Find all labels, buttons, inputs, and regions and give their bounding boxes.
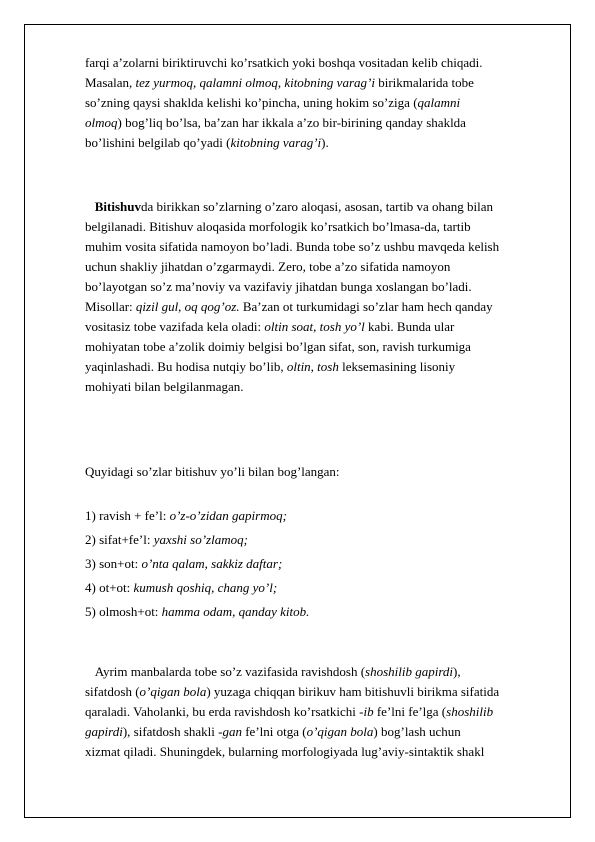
example-text: kumush qoshiq, chang yo’l; (133, 580, 278, 595)
text: ), sifatdosh shakli - (122, 724, 223, 739)
paragraph-1 (85, 53, 545, 153)
text: da birikkan so’zlarning o’zaro aloqasi, asosan, tartib va ohang bilan (141, 199, 493, 214)
text-line (85, 217, 545, 237)
text: Quyidagi so’zlar bitishuv yo’li bilan bog’langan: (85, 464, 340, 479)
list-item-label: 2) sifat+fe’l: (85, 532, 154, 547)
text: belgilanadi. Bitishuv aloqasida morfologik ko’rsatkich bo’lmasa-da, tartib (85, 219, 471, 234)
text-line (85, 93, 545, 113)
text: farqi a’zolarni biriktiruvchi ko’rsatkich yoki boshqa vositadan kelib chiqadi. (85, 55, 483, 70)
example-text: hamma odam, qanday kitob. (161, 604, 310, 619)
example-text: kitobning varag’i (230, 135, 322, 150)
text: fe’lni otga ( (241, 724, 307, 739)
text-line (85, 702, 545, 722)
text-line (85, 73, 545, 93)
text: ). (321, 135, 329, 150)
text: Misollar: (85, 299, 136, 314)
text: fe’lni fe’lga ( (373, 704, 447, 719)
text-line (85, 237, 545, 257)
text-line (85, 277, 545, 297)
text: ), (453, 664, 461, 679)
text: leksemasining lisoniy (338, 359, 456, 374)
text-line (85, 377, 545, 397)
example-text: olmoq (85, 115, 118, 130)
text-line (85, 297, 545, 317)
list-item (85, 602, 545, 622)
text: kabi. Bunda ular (364, 319, 455, 334)
example-text: qizil gul, oq qog’oz. (135, 299, 240, 314)
example-text: oltin, tosh (286, 359, 339, 374)
text-line (85, 682, 545, 702)
list-intro (85, 462, 545, 482)
text: bo’lishini belgilab qo’yadi ( (85, 135, 231, 150)
text: ) bog’liq bo’lsa, ba’zan har ikkala a’zo bir-birining qanday shaklda (117, 115, 466, 130)
list-item-label: 1) ravish + fe’l: (85, 508, 170, 523)
text: yaqinlashadi. Bu hodisa nutqiy bo’lib, (85, 359, 287, 374)
text: xizmat qiladi. Shuningdek, bularning morfologiyada lug’aviy-sintaktik shakl (85, 744, 485, 759)
text: Ayrim manbalarda tobe so’z vazifasida ravishdosh ( (94, 664, 366, 679)
example-text: tez yurmoq, qalamni olmoq, kitobning varag’i (135, 75, 375, 90)
text-line (85, 317, 545, 337)
text: ) bog’lash uchun (373, 724, 461, 739)
text-line (85, 742, 545, 762)
example-text: yaxshi so’zlamoq; (153, 532, 248, 547)
text: qaraladi. Vaholanki, bu erda ravishdosh ko’rsatkichi - (85, 704, 364, 719)
text: sifatdosh ( (85, 684, 140, 699)
example-text: o’nta qalam, sakkiz daftar; (141, 556, 283, 571)
text-line (85, 337, 545, 357)
paragraph-2 (85, 197, 545, 397)
text: so’zning qaysi shaklda kelishi ko’pincha, uning hokim so’ziga ( (85, 95, 418, 110)
list-item (85, 506, 545, 526)
term-bold: Bitishuv (94, 199, 141, 214)
text: mohiyati bilan belgilanmagan. (85, 379, 244, 394)
list-item (85, 530, 545, 550)
text: muhim vosita sifatida namoyon bo’ladi. Bunda tobe so’z ushbu mavqeda kelish (85, 239, 500, 254)
text: Masalan, (85, 75, 136, 90)
text-line (85, 257, 545, 277)
example-text: o’z-o’zidan gapirmoq; (169, 508, 287, 523)
example-text: o’qigan bola (306, 724, 374, 739)
list-item-label: 3) son+ot: (85, 556, 142, 571)
list-item (85, 578, 545, 598)
text: bo’layotgan so’z ma’noviy va vazifaviy jihatdan bunga xoslangan bo’ladi. (85, 279, 472, 294)
text: mohiyatan tobe a’zolik doimiy belgisi bo’lgan sifat, son, ravish turkumiga (85, 339, 471, 354)
example-text: ib (363, 704, 374, 719)
example-text: qalamni (417, 95, 461, 110)
text: uchun shakliy jihatdan o’zgarmaydi. Zero, tobe a’zo sifatida namoyon (85, 259, 451, 274)
example-text: gapirdi (85, 724, 123, 739)
text-line (85, 53, 545, 73)
text-line (85, 662, 545, 682)
combination-list (85, 506, 545, 622)
list-item-label: 4) ot+ot: (85, 580, 134, 595)
example-text: shoshilib gapirdi (365, 664, 454, 679)
example-text: shoshilib (446, 704, 494, 719)
text: ) yuzaga chiqqan birikuv ham bitishuvli birikma sifatida (206, 684, 500, 699)
list-item-label: 5) olmosh+ot: (85, 604, 162, 619)
text: birikmalarida tobe (374, 75, 474, 90)
text: vositasiz tobe vazifada kela oladi: (85, 319, 265, 334)
text-line (85, 133, 545, 153)
example-text: o’qigan bola (139, 684, 207, 699)
paragraph-3 (85, 662, 545, 762)
example-text: gan (222, 724, 242, 739)
text-line (85, 113, 545, 133)
text-line (85, 357, 545, 377)
text-line (85, 722, 545, 742)
text: Ba’zan ot turkumidagi so’zlar ham hech qanday (239, 299, 493, 314)
text-line (85, 197, 545, 217)
example-text: oltin soat, tosh yo’l (264, 319, 365, 334)
list-item (85, 554, 545, 574)
